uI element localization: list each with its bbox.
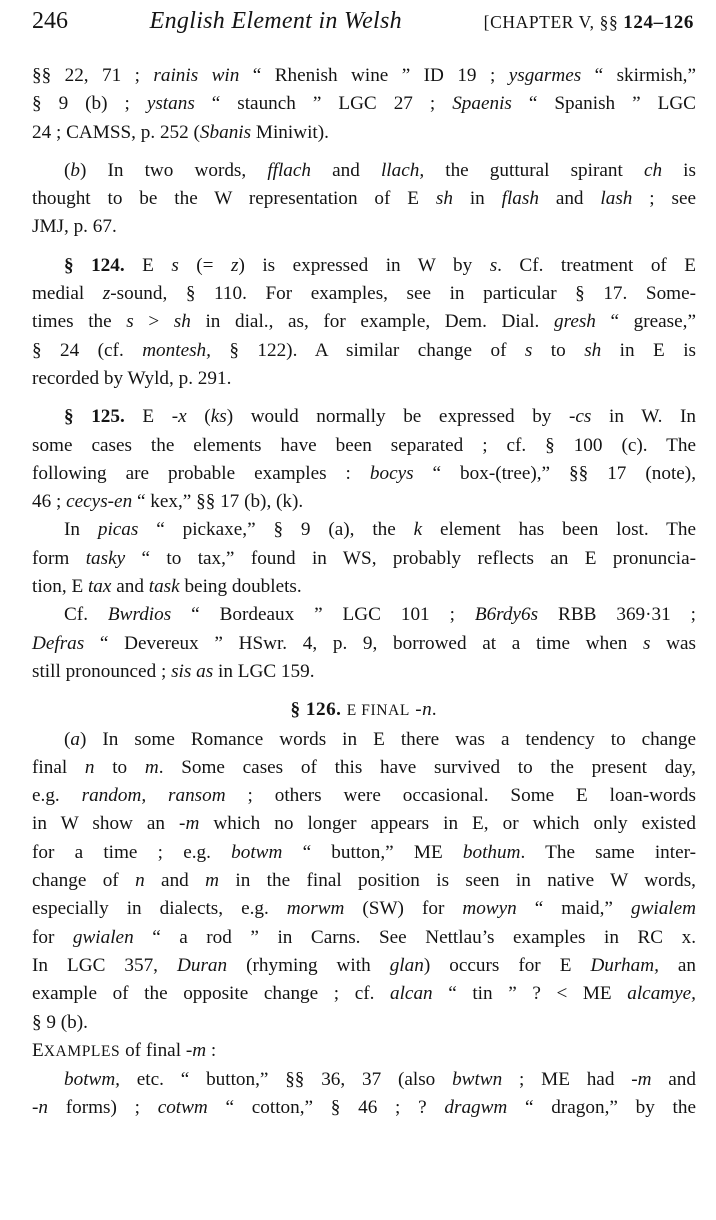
page-number: 246 — [32, 8, 68, 34]
running-title: English Element in Welsh — [149, 8, 402, 34]
examples-list: botwm, etc. “ button,” §§ 36, 37 (also bwtwn ; ME had -m and -n forms) ; cotwm “ cotton,” § 46 ; ? dragwm “ dragon,” by the — [32, 1069, 696, 1119]
examples-label: EXAMPLES of final -m : — [32, 1039, 217, 1061]
section-125: § 125. E -x (ks) would normally be expressed by -cs in W. In some cases the elements have been separated ; cf. § 100 (c). The following are probable examples : bocys “ box-(tree),” §§ 17 (note), 46 ; cecys-en “ kex,” §§ 17 (b), (k). — [32, 406, 696, 513]
section-124: § 124. E s (= z) is expressed in W by s. Cf. treatment of E medial z-sound, § 110. For examples, see in particular § 17. Some- times the s > sh in dial., as, for example, Dem. Dial. gresh “ grease,” § 24 (cf. montesh, § 122). A similar change of s to sh in E is recorded by Wyld, p. 291. — [32, 254, 697, 389]
chapter-reference: [CHAPTER V, §§ 124–126 — [483, 12, 694, 33]
running-header — [32, 8, 694, 48]
paragraph-b: (b) In two words, fflach and llach, the guttural spirant ch is thought to be the W representation of E sh in flash and lash ; see JMJ, p. 67. — [32, 159, 696, 238]
body-text — [32, 62, 696, 1123]
section-125-picas: In picas “ pickaxe,” § 9 (a), the k element has been lost. The form tasky “ to tax,” found in WS, probably reflects an E pronuncia- tion, E tax and task being doublets. — [32, 519, 697, 598]
section-125-cf: Cf. Bwrdios “ Bordeaux ” LGC 101 ; B6rdy6s RBB 369·31 ; Defras “ Devereux ” HSwr. 4, p. 9, borrowed at a time when s was still pronounced ; sis as in LGC 159. — [32, 604, 696, 682]
section-126-heading: § 126. E FINAL -n. — [290, 699, 438, 721]
section-126-a: (a) In some Romance words in E there was a tendency to change final n to m. Some cases of this have survived to the present day, e.g. random, ransom ; others were occasional. Some E loan-words in W show an -m which no longer appears in E, or which only existed for a time ; e.g. botwm “ button,” ME bothum. The same inter- change of n and m in the final position is seen in native W words, especially in dialects, e.g. morwm (SW) for mowyn “ maid,” gwialem for gwialen “ a rod ” in Carns. See Nettlau’s examples in RC x. In LGC 357, Duran (rhyming with glan) occurs for E Durham, an example of the opposite change ; cf. alcan “ tin ” ? < ME alcamye, § 9 (b). — [32, 728, 697, 1033]
paragraph-continued: §§ 22, 71 ; rainis win “ Rhenish wine ” ID 19 ; ysgarmes “ skirmish,” § 9 (b) ; ystans “ staunch ” LGC 27 ; Spaenis “ Spanish ” LGC 24 ; CAMSS, p. 252 (Sbanis Miniwit). — [32, 65, 696, 143]
